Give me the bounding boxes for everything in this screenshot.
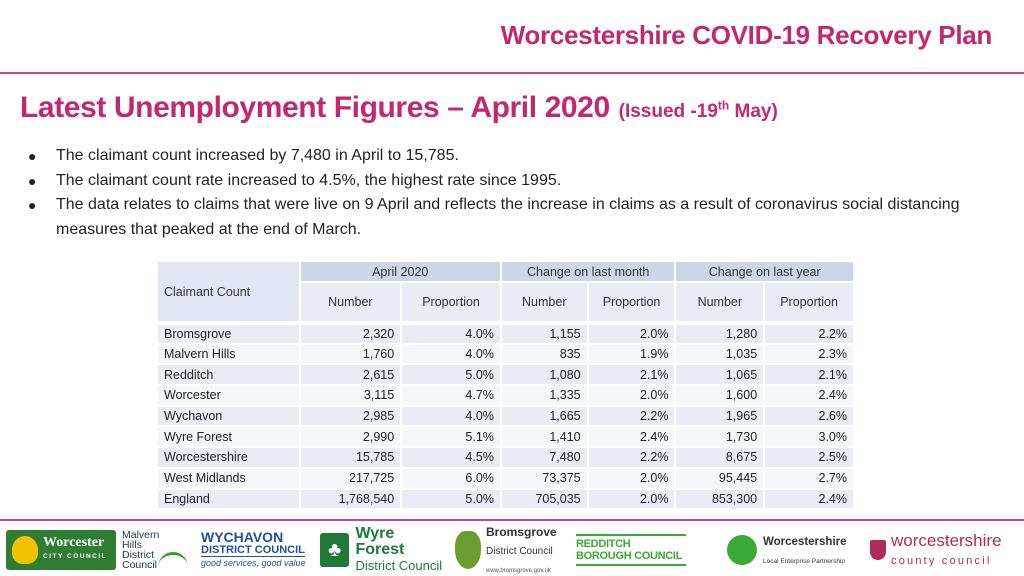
tree-icon: ♣ [320,533,349,567]
wyre-forest-logo [320,526,446,574]
bullet-item [28,193,978,242]
area-cell: Bromsgrove [157,323,300,344]
bromsgrove-url: www.bromsgrove.gov.uk [486,568,551,574]
bullet-text: The claimant count rate increased to 4.5%, the highest rate since 1995. [56,171,562,189]
worcester-city-council-logo [6,530,116,570]
bullet-text: The data relates to claims that were live on 9 April and reflects the increase in claims as a result of coronavirus social distancing measures that peaked at the end of March. [56,196,960,238]
worcester-logo-text [43,536,107,564]
table-row [157,364,854,385]
bromsgrove-sub: District Council [486,546,553,557]
area-cell: England [157,489,300,510]
partner-logos [0,526,1024,574]
bullet-item [28,169,978,194]
table-cell: 2.4% [764,489,854,510]
bromsgrove-crest-icon [455,531,481,569]
malvern-line2: Hills [122,539,142,551]
table-cell: 6.0% [401,468,501,489]
table-cell: 5.0% [401,364,501,385]
malvern-line1: Malvern [122,529,160,541]
table-cell: 705,035 [501,489,588,510]
hills-icon [158,552,188,568]
header-divider [0,72,1024,74]
claimant-count-header: Claimant Count [157,261,300,323]
table-cell: 2.1% [588,364,676,385]
group-header-last-year: Change on last year [675,261,854,282]
table-cell: 2.0% [588,323,676,344]
table-cell: 2.2% [764,323,854,344]
group-header-last-month: Change on last month [501,261,676,282]
area-cell: Wyre Forest [157,426,300,447]
column-header: Proportion [764,282,854,323]
table-row [157,344,854,365]
table-cell: 1.9% [588,344,676,365]
wyre-logo-text [355,526,446,574]
table-cell: 2,990 [300,426,402,447]
table-cell: 1,600 [675,385,764,406]
area-cell: Redditch [157,364,300,385]
table-cell: 95,445 [675,468,764,489]
worcester-name: Worcester [43,535,105,550]
county-name: worcestershire [891,530,1002,550]
area-cell: Wychavon [157,406,300,427]
table-cell: 7,480 [501,447,588,468]
column-header: Proportion [588,282,676,323]
table-cell: 4.0% [401,323,501,344]
table-cell: 1,665 [501,406,588,427]
area-cell: Worcestershire [157,447,300,468]
worcestershire-county-council-logo [870,526,1020,574]
table-cell: 3,115 [300,385,402,406]
table-cell: 2.4% [588,426,676,447]
table-row [157,447,854,468]
table-cell: 4.5% [401,447,501,468]
redditch-name: REDDITCH BOROUGH COUNCIL [576,534,686,566]
table-row [157,426,854,447]
table-cell: 2.0% [588,468,676,489]
table-cell: 5.1% [401,426,501,447]
lep-sub: Local Enterprise Partnership [763,558,846,565]
column-header: Number [675,282,764,323]
wychavon-name: WYCHAVON [201,529,284,545]
table-row [157,323,854,344]
bullet-text: The claimant count increased by 7,480 in April to 15,785. [56,147,459,164]
lep-name: Worcestershire [763,536,847,548]
header-title: Worcestershire COVID-19 Recovery Plan [500,20,992,50]
table-cell: 1,280 [675,323,764,344]
bullet-icon: ● [28,197,37,213]
table-cell: 2.5% [764,447,854,468]
table-cell: 3.0% [764,426,854,447]
table-cell: 4.0% [401,406,501,427]
redditch-logo [576,526,686,574]
county-sub: county council [891,554,992,567]
lep-leaf-icon [727,535,757,565]
bromsgrove-name: Bromsgrove [486,525,557,539]
table-cell: 1,965 [675,406,764,427]
worcester-sub: CITY COUNCIL [43,553,108,560]
bromsgrove-logo [455,526,567,574]
table-cell: 2.2% [588,406,676,427]
group-header-april-2020: April 2020 [300,261,501,282]
table-cell: 2,320 [300,323,402,344]
area-cell: West Midlands [157,468,300,489]
table-cell: 1,335 [501,385,588,406]
bromsgrove-logo-text [486,523,557,576]
table-cell: 835 [501,344,588,365]
table-cell: 1,768,540 [300,489,402,510]
table-cell: 15,785 [300,447,402,468]
column-header: Proportion [401,282,501,323]
table-cell: 1,065 [675,364,764,385]
table-cell: 2.4% [764,385,854,406]
table-row [157,489,854,510]
table-cell: 4.0% [401,344,501,365]
table-cell: 4.7% [401,385,501,406]
lep-logo-text [763,532,847,568]
table-cell: 2,615 [300,364,402,385]
table-cell: 217,725 [300,468,402,489]
table-cell: 2.0% [588,385,676,406]
area-cell: Worcester [157,385,300,406]
table-cell: 2.2% [588,447,676,468]
table-cell: 2.0% [588,489,676,510]
table-cell: 2,985 [300,406,402,427]
table-cell: 1,760 [300,344,402,365]
table-cell: 1,155 [501,323,588,344]
table-row [157,468,854,489]
malvern-line3: District [122,549,155,561]
bullet-icon: ● [28,148,37,164]
table-row [157,406,854,427]
malvern-line4: Council [122,559,158,571]
wychavon-sub: DISTRICT COUNCIL [201,544,305,556]
table-cell: 2.1% [764,364,854,385]
issued-suffix: May) [729,101,778,122]
wychavon-logo [201,526,309,574]
claimant-count-table [156,260,855,510]
issued-superscript: th [717,98,730,113]
table-cell: 5.0% [401,489,501,510]
wyre-name: Wyre Forest [355,525,405,558]
bullet-item [28,144,978,169]
table-cell: 1,410 [501,426,588,447]
table-row [157,385,854,406]
table-cell: 73,375 [501,468,588,489]
bullet-icon: ● [28,172,37,189]
county-shield-icon [870,540,886,560]
wyre-sub: District Council [355,558,443,573]
issued-date [618,98,778,122]
slide-title [20,88,778,125]
worcester-crest-icon [12,536,38,564]
worcestershire-lep-logo [727,526,853,574]
table-cell: 1,035 [675,344,764,365]
table-cell: 1,730 [675,426,764,447]
table-cell: 2.3% [764,344,854,365]
table-cell: 8,675 [675,447,764,468]
wychavon-tagline: good services, good value [201,558,306,568]
bullet-list [28,144,978,242]
table-cell: 853,300 [675,489,764,510]
table-cell: 2.6% [764,406,854,427]
issued-prefix: (Issued -19 [618,101,718,122]
county-logo-text [891,532,1002,569]
area-cell: Malvern Hills [157,344,300,365]
table-cell: 1,080 [501,364,588,385]
column-header: Number [300,282,402,323]
column-header: Number [501,282,588,323]
slide-title-main: Latest Unemployment Figures – April 2020 [20,91,610,124]
malvern-hills-logo [122,526,190,574]
footer-divider [0,519,1024,521]
table-cell: 2.7% [764,468,854,489]
